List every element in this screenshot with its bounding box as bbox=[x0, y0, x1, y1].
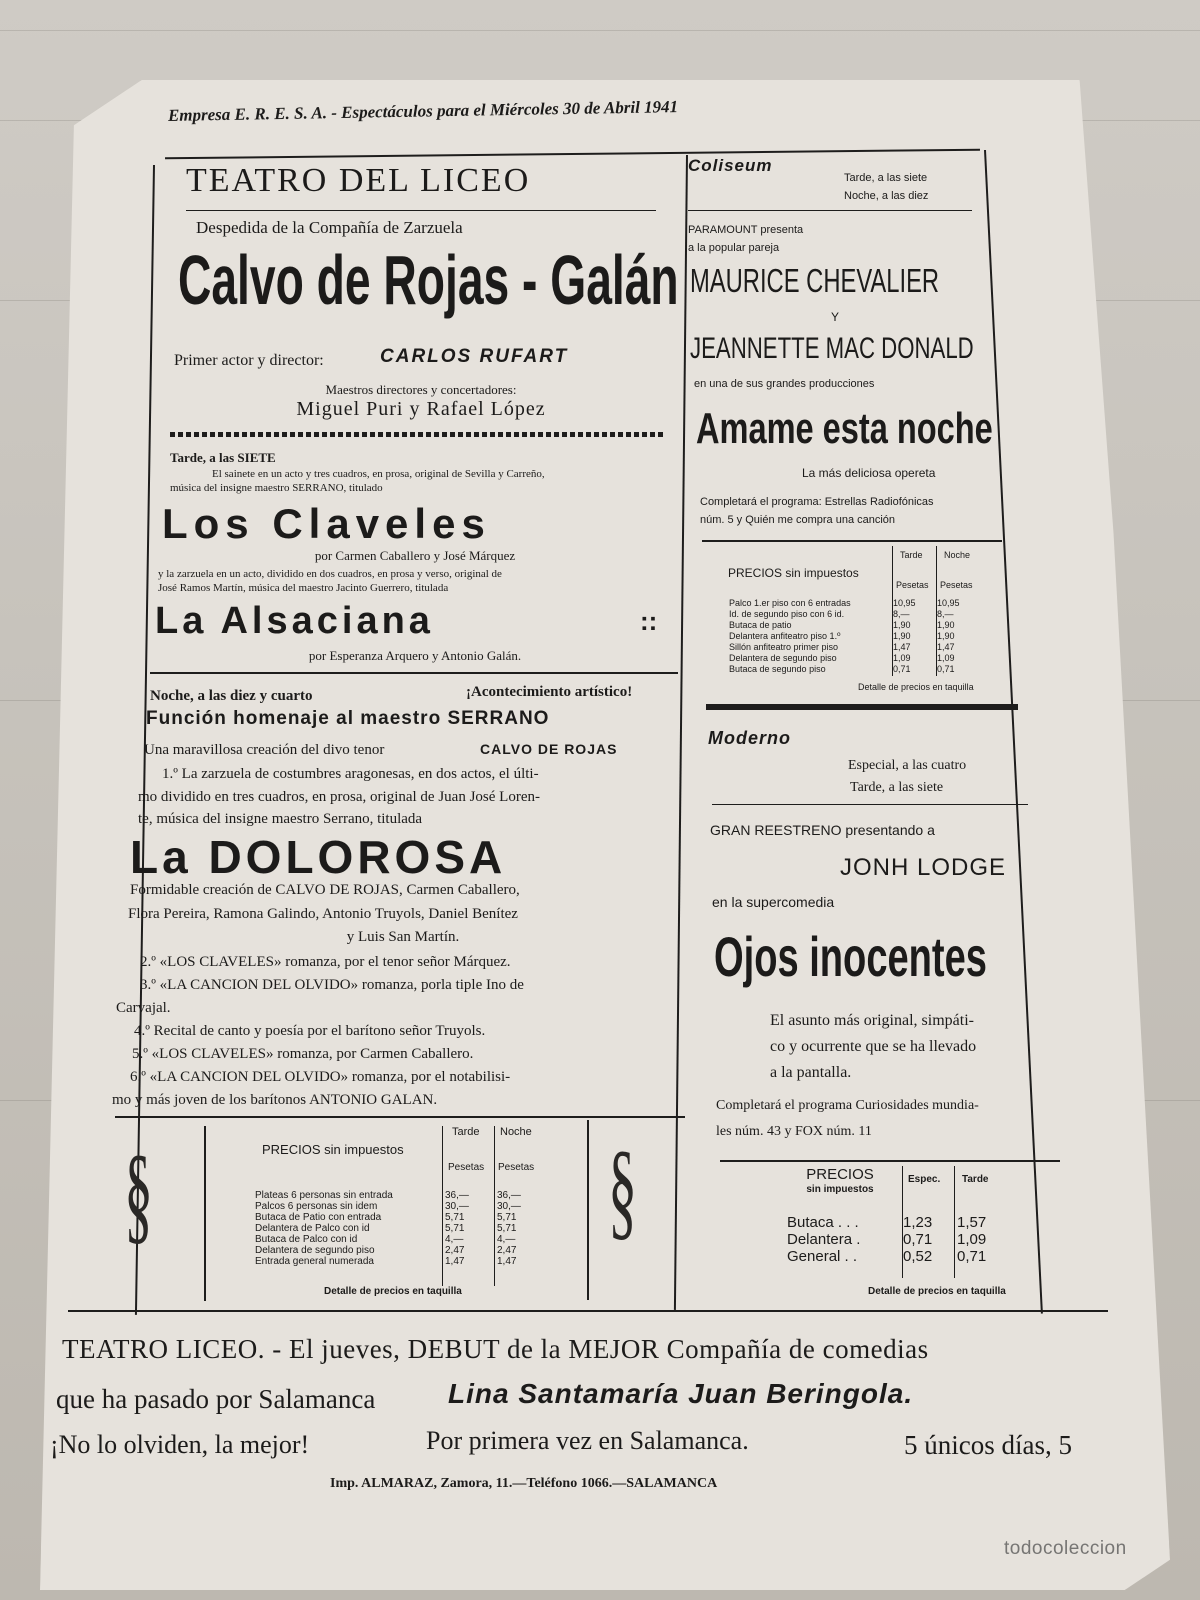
table-row bbox=[252, 1256, 524, 1267]
coliseum-actor1: MAURICE CHEVALIER bbox=[690, 262, 940, 299]
price-tarde: 1,47 bbox=[893, 642, 911, 652]
table-row bbox=[252, 1223, 524, 1234]
liceo-actor-name: CARLOS RUFART bbox=[380, 346, 569, 367]
coliseum-completara-1: Completará el programa: Estrellas Radiofónicas bbox=[700, 496, 934, 508]
price-label: Delantera anfiteatro piso 1.º bbox=[729, 631, 841, 641]
coliseum-rule bbox=[688, 210, 972, 211]
liceo-despedida: Despedida de la Compañía de Zarzuela bbox=[196, 218, 463, 237]
bottom-line1: TEATRO LICEO. - El jueves, DEBUT de la MEJOR Compañía de comedias bbox=[62, 1334, 929, 1364]
price-tarde: 10,95 bbox=[893, 598, 916, 608]
table-row bbox=[726, 631, 963, 642]
alsaciana-ornament: :: bbox=[640, 606, 658, 636]
header-line: Empresa E. R. E. S. A. - Espectáculos para el Miércoles 30 de Abril 1941 bbox=[167, 97, 679, 125]
table-row bbox=[252, 1201, 524, 1212]
liceo-item1-3: te, música del insigne maestro Serrano, titulada bbox=[138, 811, 423, 827]
moderno-prices-subtitle: sin impuestos bbox=[806, 1184, 874, 1195]
liceo-item2: 2.º «LOS CLAVELES» romanza, por el tenor señor Márquez. bbox=[140, 954, 511, 970]
liceo-price-border-right bbox=[587, 1120, 589, 1300]
moderno-especial: Especial, a las cuatro bbox=[848, 758, 967, 773]
moderno-prices-col2: Tarde bbox=[962, 1174, 989, 1185]
bottom-line2-b: Lina Santamaría Juan Beringola. bbox=[448, 1378, 914, 1409]
price-noche: 36,— bbox=[497, 1190, 521, 1201]
coliseum-tarde: Tarde, a las siete bbox=[844, 172, 928, 184]
price-label: Palco 1.er piso con 6 entradas bbox=[729, 598, 851, 608]
liceo-company: Calvo de Rojas - Galán bbox=[178, 241, 679, 319]
price-noche: 10,95 bbox=[937, 598, 960, 608]
price-label: Delantera de segundo piso bbox=[255, 1245, 375, 1256]
liceo-claveles: Los Claveles bbox=[162, 500, 491, 547]
price-label: Delantera de Palco con id bbox=[255, 1223, 370, 1234]
liceo-claveles-by: por Carmen Caballero y José Márquez bbox=[314, 548, 516, 563]
moderno-reestreno: GRAN REESTRENO presentando a bbox=[710, 822, 935, 838]
coliseum-thick-rule bbox=[706, 704, 1018, 710]
price-label: Palcos 6 personas sin idem bbox=[255, 1201, 378, 1212]
price-label: Sillón anfiteatro primer piso bbox=[729, 642, 839, 652]
liceo-acontecimiento: ¡Acontecimiento artístico! bbox=[466, 684, 633, 700]
price-label: Plateas 6 personas sin entrada bbox=[255, 1190, 393, 1201]
liceo-zarzuela-2: José Ramos Martín, música del maestro Jacinto Guerrero, titulada bbox=[158, 582, 449, 594]
moderno-prices-footer: Detalle de precios en taquilla bbox=[868, 1286, 1006, 1297]
table-row bbox=[726, 620, 963, 631]
bottom-line3-c: 5 únicos días, 5 bbox=[904, 1430, 1072, 1460]
liceo-maestros: Miguel Puri y Rafael López bbox=[296, 398, 546, 420]
frame-bottom bbox=[68, 1310, 1108, 1312]
price-tarde: 4,— bbox=[445, 1234, 464, 1245]
coliseum-pareja: a la popular pareja bbox=[688, 242, 780, 254]
liceo-prices-title: PRECIOS sin impuestos bbox=[262, 1142, 404, 1157]
price-noche: 1,09 bbox=[937, 653, 955, 663]
liceo-noche: Noche, a las diez y cuarto bbox=[150, 688, 313, 704]
liceo-prices-sub2: Pesetas bbox=[498, 1162, 535, 1173]
liceo-prices-col1: Tarde bbox=[452, 1126, 480, 1138]
price-label: Butaca de segundo piso bbox=[729, 664, 826, 674]
coliseum-noche: Noche, a las diez bbox=[844, 190, 929, 202]
liceo-zarzuela-1: y la zarzuela en un acto, dividido en dos cuadros, en prosa y verso, original de bbox=[158, 568, 502, 580]
table-row bbox=[726, 642, 963, 653]
liceo-title: TEATRO DEL LICEO bbox=[186, 162, 531, 199]
liceo-formidable-3: y Luis San Martín. bbox=[346, 929, 460, 945]
price-noche: 5,71 bbox=[497, 1212, 517, 1223]
moderno-actor: JONH LODGE bbox=[840, 854, 1007, 881]
liceo-item1-2: mo dividido en tres cuadros, en prosa, original de Juan José Loren- bbox=[138, 789, 540, 805]
price-tarde: 1,90 bbox=[893, 631, 911, 641]
price-label: General . . bbox=[787, 1248, 858, 1265]
liceo-alsaciana: La Alsaciana bbox=[155, 600, 434, 642]
moderno-supercomedia: en la supercomedia bbox=[712, 894, 835, 910]
coliseum-prices-footer: Detalle de precios en taquilla bbox=[858, 682, 974, 692]
price-tarde: 36,— bbox=[445, 1190, 469, 1201]
price-label: Entrada general numerada bbox=[255, 1256, 374, 1267]
price-label: Butaca de Palco con id bbox=[255, 1234, 358, 1245]
table-row bbox=[252, 1245, 524, 1256]
price-tarde: 1,09 bbox=[893, 653, 911, 663]
liceo-creacion-a: Una maravillosa creación del divo tenor bbox=[144, 742, 385, 758]
liceo-item6-1: 6.º «LA CANCION DEL OLVIDO» romanza, por el notabilisi- bbox=[130, 1069, 511, 1085]
price-tarde: 1,47 bbox=[445, 1256, 465, 1267]
liceo-funcion: Función homenaje al maestro SERRANO bbox=[146, 708, 550, 729]
price-tarde: 1,09 bbox=[957, 1231, 987, 1248]
coliseum-prices-title: PRECIOS sin impuestos bbox=[728, 566, 859, 580]
price-noche: 1,90 bbox=[937, 620, 955, 630]
moderno-divider bbox=[720, 1160, 1060, 1162]
bottom-line3-a: ¡No lo olviden, la mejor! bbox=[50, 1430, 310, 1459]
liceo-sainete-2: música del insigne maestro SERRANO, titulado bbox=[170, 482, 383, 494]
coliseum-prices-sub2: Pesetas bbox=[940, 580, 973, 590]
coliseum-divider bbox=[702, 540, 1002, 542]
moderno-rule bbox=[712, 804, 1028, 805]
liceo-tarde: Tarde, a las SIETE bbox=[170, 450, 276, 465]
coliseum-prices-col2: Noche bbox=[944, 550, 971, 560]
liceo-divider-3 bbox=[115, 1116, 685, 1118]
table-row bbox=[726, 664, 963, 675]
table-row bbox=[726, 653, 963, 664]
moderno-completara-2: les núm. 43 y FOX núm. 11 bbox=[716, 1124, 872, 1139]
coliseum-prices-col1: Tarde bbox=[900, 550, 923, 560]
table-row bbox=[784, 1248, 989, 1265]
coliseum-name: Coliseum bbox=[688, 156, 773, 175]
liceo-item6-2: mo y más joven de los barítonos ANTONIO GALAN. bbox=[112, 1092, 438, 1108]
moderno-price-table bbox=[784, 1214, 989, 1265]
left-ornament-icon: § bbox=[124, 1131, 153, 1256]
liceo-item1-1: 1.º La zarzuela de costumbres aragonesas, en dos actos, el últi- bbox=[162, 766, 539, 782]
watermark-logo: todocoleccion bbox=[1004, 1538, 1127, 1559]
moderno-prices-title: PRECIOS bbox=[806, 1166, 874, 1183]
price-tarde: 30,— bbox=[445, 1201, 469, 1212]
price-noche: 8,— bbox=[937, 609, 954, 619]
price-tarde: 0,71 bbox=[893, 664, 911, 674]
price-tarde: 8,— bbox=[893, 609, 910, 619]
moderno-asunto-3: a la pantalla. bbox=[770, 1064, 852, 1081]
moderno-asunto-1: El asunto más original, simpáti- bbox=[770, 1012, 974, 1029]
liceo-item3-1: 3.º «LA CANCION DEL OLVIDO» romanza, porla tiple Ino de bbox=[140, 977, 524, 993]
table-row bbox=[252, 1190, 524, 1201]
coliseum-producciones: en una de sus grandes producciones bbox=[694, 378, 875, 390]
liceo-prices-footer: Detalle de precios en taquilla bbox=[324, 1286, 462, 1297]
liceo-sainete-1: El sainete en un acto y tres cuadros, en prosa, original de Sevilla y Carreño, bbox=[212, 468, 545, 480]
table-row bbox=[252, 1234, 524, 1245]
price-espec: 0,71 bbox=[903, 1231, 933, 1248]
liceo-title-rule bbox=[186, 210, 656, 211]
liceo-price-border-left bbox=[204, 1126, 206, 1301]
price-noche: 5,71 bbox=[497, 1223, 517, 1234]
liceo-maestros-label: Maestros directores y concertadores: bbox=[325, 382, 517, 397]
price-label: Delantera de segundo piso bbox=[729, 653, 837, 663]
price-label: Butaca de patio bbox=[729, 620, 792, 630]
moderno-asunto-2: co y ocurrente que se ha llevado bbox=[770, 1038, 977, 1055]
imprenta: Imp. ALMARAZ, Zamora, 11.—Teléfono 1066.—SALAMANCA bbox=[330, 1476, 718, 1491]
price-label: Id. de segundo piso con 6 id. bbox=[729, 609, 845, 619]
price-label: Delantera . bbox=[787, 1231, 861, 1248]
liceo-divider-2 bbox=[150, 672, 678, 674]
liceo-dolorosa: La DOLOROSA bbox=[130, 831, 507, 883]
liceo-formidable-2: Flora Pereira, Ramona Galindo, Antonio Truyols, Daniel Benítez bbox=[128, 906, 518, 922]
bottom-line3-b: Por primera vez en Salamanca. bbox=[426, 1426, 749, 1455]
moderno-prices-col1: Espec. bbox=[908, 1174, 941, 1185]
coliseum-prices-sub1: Pesetas bbox=[896, 580, 929, 590]
ornamental-divider bbox=[170, 432, 664, 437]
price-tarde: 1,90 bbox=[893, 620, 911, 630]
liceo-formidable-1: Formidable creación de CALVO DE ROJAS, Carmen Caballero, bbox=[130, 882, 520, 898]
price-tarde: 5,71 bbox=[445, 1223, 465, 1234]
price-tarde: 1,57 bbox=[957, 1214, 987, 1231]
table-row bbox=[784, 1231, 989, 1248]
price-noche: 2,47 bbox=[497, 1245, 517, 1256]
liceo-alsaciana-by: por Esperanza Arquero y Antonio Galán. bbox=[308, 648, 522, 663]
liceo-item5: 5.º «LOS CLAVELES» romanza, por Carmen Caballero. bbox=[132, 1046, 474, 1062]
coliseum-actor2: JEANNETTE MAC DONALD bbox=[690, 332, 974, 365]
price-noche: 4,— bbox=[497, 1234, 516, 1245]
price-espec: 1,23 bbox=[903, 1214, 933, 1231]
price-label: Butaca de Patio con entrada bbox=[255, 1212, 382, 1223]
liceo-prices-col2: Noche bbox=[500, 1126, 532, 1138]
price-noche: 1,90 bbox=[937, 631, 955, 641]
table-row bbox=[252, 1212, 524, 1223]
coliseum-y: Y bbox=[830, 310, 839, 324]
moderno-completara-1: Completará el programa Curiosidades mundia- bbox=[716, 1098, 979, 1113]
price-espec: 0,52 bbox=[903, 1248, 933, 1265]
liceo-item4: 4.º Recital de canto y poesía por el barítono señor Truyols. bbox=[134, 1023, 486, 1039]
coliseum-film: Amame esta noche bbox=[696, 404, 993, 453]
moderno-tarde: Tarde, a las siete bbox=[850, 780, 944, 795]
price-noche: 1,47 bbox=[937, 642, 955, 652]
table-row bbox=[726, 598, 963, 609]
moderno-film: Ojos inocentes bbox=[714, 925, 987, 988]
price-tarde: 0,71 bbox=[957, 1248, 987, 1265]
table-row bbox=[784, 1214, 989, 1231]
price-tarde: 2,47 bbox=[445, 1245, 465, 1256]
liceo-prices-sub1: Pesetas bbox=[448, 1162, 485, 1173]
coliseum-completara-2: núm. 5 y Quién me compra una canción bbox=[700, 514, 896, 526]
moderno-name: Moderno bbox=[708, 728, 791, 748]
right-ornament-icon: § bbox=[608, 1127, 637, 1252]
liceo-actor-label: Primer actor y director: bbox=[174, 352, 324, 369]
price-noche: 30,— bbox=[497, 1201, 521, 1212]
price-noche: 1,47 bbox=[497, 1256, 517, 1267]
coliseum-price-table bbox=[726, 598, 963, 675]
liceo-creacion-b: CALVO DE ROJAS bbox=[480, 741, 618, 757]
price-noche: 0,71 bbox=[937, 664, 955, 674]
bottom-line2-a: que ha pasado por Salamanca bbox=[56, 1384, 376, 1414]
price-label: Butaca . . . bbox=[787, 1214, 859, 1231]
liceo-price-table bbox=[252, 1190, 524, 1267]
price-tarde: 5,71 bbox=[445, 1212, 465, 1223]
liceo-item3-2: Carvajal. bbox=[116, 1000, 171, 1016]
coliseum-opereta: La más deliciosa opereta bbox=[802, 466, 936, 480]
table-row bbox=[726, 609, 963, 620]
coliseum-paramount: PARAMOUNT presenta bbox=[688, 224, 804, 236]
